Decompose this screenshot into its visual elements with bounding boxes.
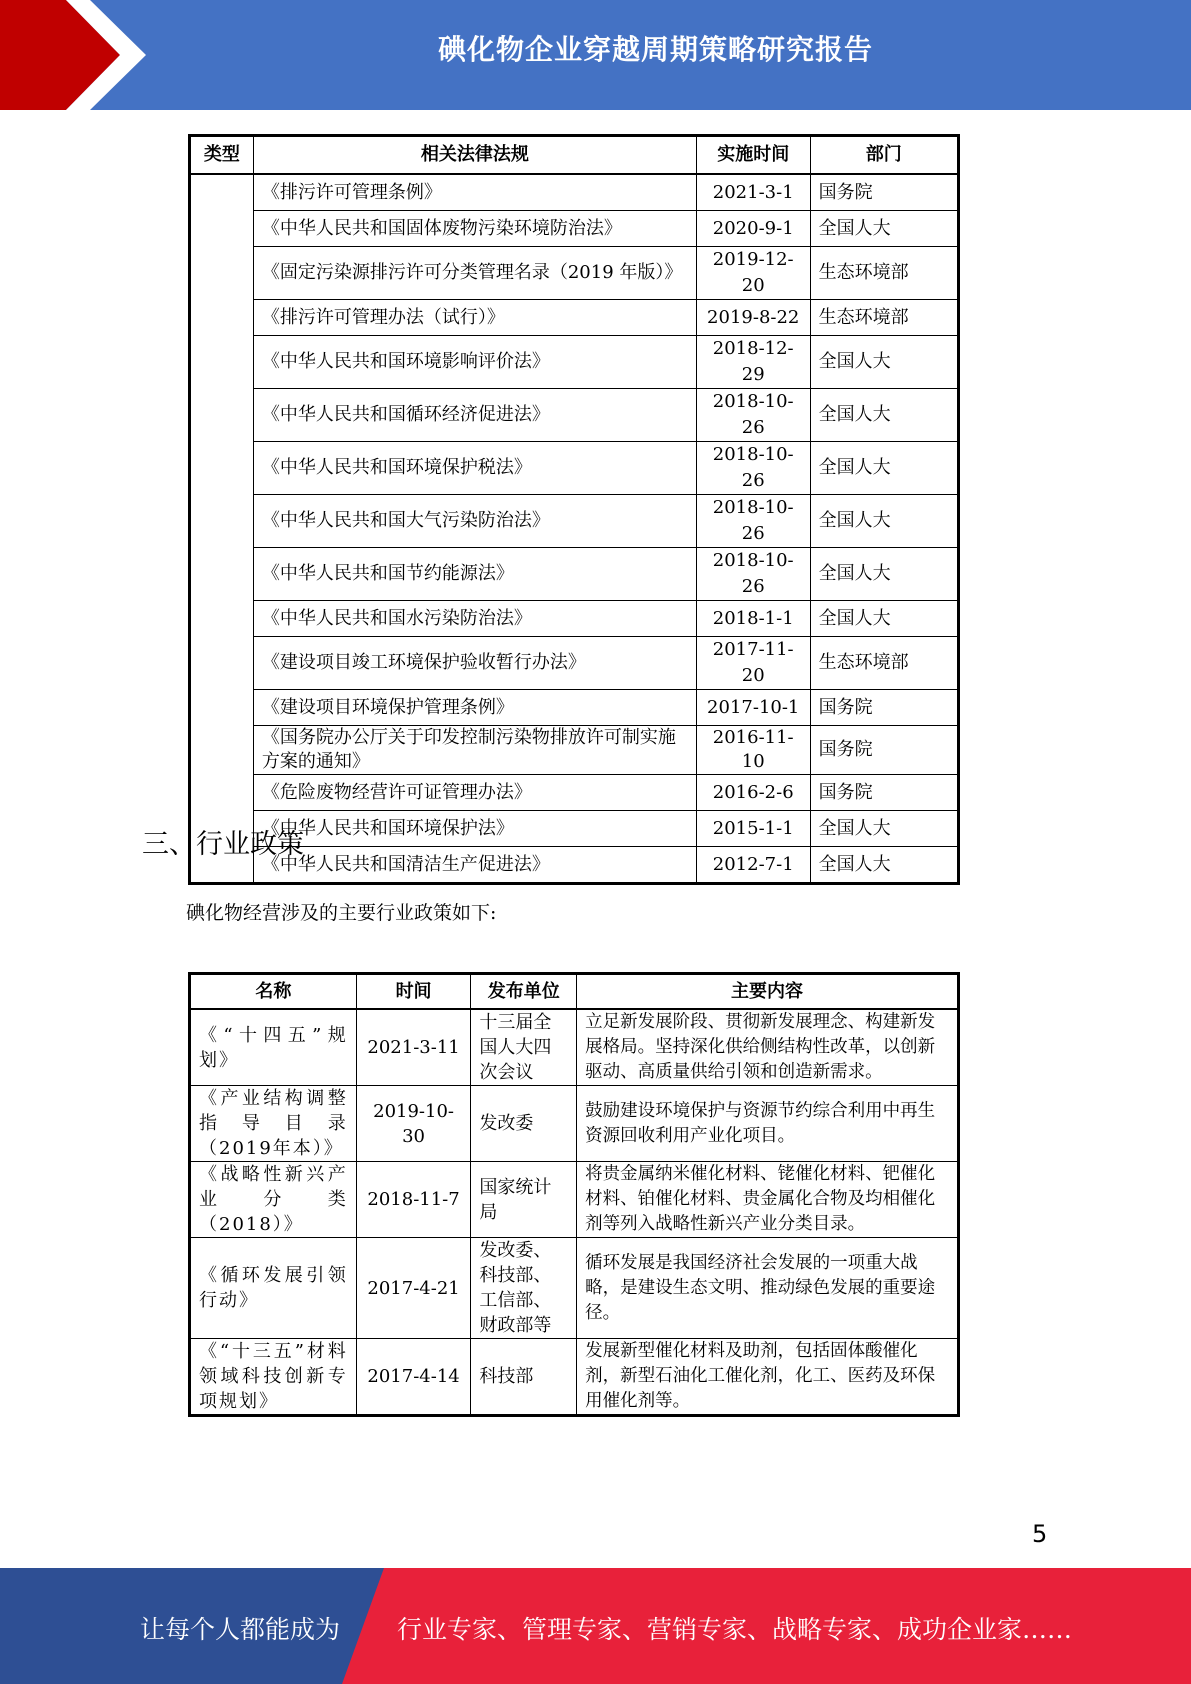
policy-name: 《产业结构调整指导目录（2019年本）》 bbox=[190, 1086, 357, 1162]
table-row bbox=[190, 1086, 959, 1162]
law-date: 2020-9-1 bbox=[696, 211, 810, 247]
law-dept: 国务院 bbox=[810, 174, 958, 211]
policy-org: 发改委 bbox=[471, 1086, 577, 1162]
policy-org: 国家统计局 bbox=[471, 1162, 577, 1238]
law-date: 2018-10-26 bbox=[696, 548, 810, 601]
table-row bbox=[190, 1009, 959, 1086]
table-row bbox=[190, 1162, 959, 1238]
law-date: 2012-7-1 bbox=[696, 847, 810, 884]
table-row bbox=[190, 726, 959, 775]
table-row bbox=[190, 389, 959, 442]
laws-type-cell bbox=[190, 174, 254, 884]
law-dept: 全国人大 bbox=[810, 847, 958, 884]
page-footer bbox=[0, 1568, 1191, 1684]
policy-header-content: 主要内容 bbox=[577, 974, 959, 1010]
report-title: 碘化物企业穿越周期策略研究报告 bbox=[437, 33, 873, 66]
law-dept: 全国人大 bbox=[810, 442, 958, 495]
law-name: 《中华人民共和国环境保护法》 bbox=[253, 811, 696, 847]
policy-content: 循环发展是我国经济社会发展的一项重大战略，是建设生态文明、推动绿色发展的重要途径。 bbox=[577, 1238, 959, 1339]
policy-date: 2021-3-11 bbox=[356, 1009, 471, 1086]
law-dept: 全国人大 bbox=[810, 495, 958, 548]
policy-date: 2017-4-14 bbox=[356, 1339, 471, 1416]
law-dept: 国务院 bbox=[810, 775, 958, 811]
table-row bbox=[190, 1238, 959, 1339]
law-date: 2018-1-1 bbox=[696, 601, 810, 637]
law-name: 《排污许可管理条例》 bbox=[253, 174, 696, 211]
policy-content: 发展新型催化材料及助剂，包括固体酸催化剂，新型石油化工催化剂，化工、医药及环保用催化剂等。 bbox=[577, 1339, 959, 1416]
law-date: 2019-8-22 bbox=[696, 300, 810, 336]
law-name: 《中华人民共和国节约能源法》 bbox=[253, 548, 696, 601]
law-dept: 生态环境部 bbox=[810, 247, 958, 300]
laws-table bbox=[188, 134, 960, 885]
law-name: 《危险废物经营许可证管理办法》 bbox=[253, 775, 696, 811]
policy-org: 发改委、科技部、工信部、财政部等 bbox=[471, 1238, 577, 1339]
table-row bbox=[190, 495, 959, 548]
policy-content: 立足新发展阶段、贯彻新发展理念、构建新发展格局。坚持深化供给侧结构性改革，以创新驱动、高质量供给引领和创造新需求。 bbox=[577, 1009, 959, 1086]
law-date: 2018-10-26 bbox=[696, 442, 810, 495]
policy-content: 将贵金属纳米催化材料、铑催化材料、钯催化材料、铂催化材料、贵金属化合物及均相催化剂等列入战略性新兴产业分类目录。 bbox=[577, 1162, 959, 1238]
law-name: 《中华人民共和国环境保护税法》 bbox=[253, 442, 696, 495]
law-date: 2021-3-1 bbox=[696, 174, 810, 211]
law-dept: 全国人大 bbox=[810, 811, 958, 847]
law-dept: 生态环境部 bbox=[810, 300, 958, 336]
law-name: 《中华人民共和国大气污染防治法》 bbox=[253, 495, 696, 548]
table-row bbox=[190, 300, 959, 336]
law-dept: 全国人大 bbox=[810, 211, 958, 247]
section-intro: 碘化物经营涉及的主要行业政策如下: bbox=[186, 902, 497, 924]
law-name: 《中华人民共和国环境影响评价法》 bbox=[253, 336, 696, 389]
law-date: 2016-11-10 bbox=[696, 726, 810, 775]
law-date: 2016-2-6 bbox=[696, 775, 810, 811]
law-dept: 全国人大 bbox=[810, 601, 958, 637]
law-dept: 生态环境部 bbox=[810, 637, 958, 690]
page-number: 5 bbox=[1032, 1520, 1048, 1548]
policy-date: 2018-11-7 bbox=[356, 1162, 471, 1238]
law-name: 《中华人民共和国循环经济促进法》 bbox=[253, 389, 696, 442]
table-row bbox=[190, 847, 959, 884]
law-name: 《固定污染源排污许可分类管理名录（2019 年版）》 bbox=[253, 247, 696, 300]
law-dept: 全国人大 bbox=[810, 389, 958, 442]
table-row bbox=[190, 601, 959, 637]
policy-header-row bbox=[190, 974, 959, 1010]
laws-header-dept: 部门 bbox=[810, 136, 958, 175]
section-heading: 三、行业政策 bbox=[142, 829, 304, 860]
law-name: 《中华人民共和国清洁生产促进法》 bbox=[253, 847, 696, 884]
policy-name: 《“十三五”材料领域科技创新专项规划》 bbox=[190, 1339, 357, 1416]
table-row bbox=[190, 775, 959, 811]
policy-header-name: 名称 bbox=[190, 974, 357, 1010]
laws-header-date: 实施时间 bbox=[696, 136, 810, 175]
policy-name: 《战略性新兴产业分类（2018）》 bbox=[190, 1162, 357, 1238]
policy-name: 《“十四五”规划》 bbox=[190, 1009, 357, 1086]
law-date: 2017-10-1 bbox=[696, 690, 810, 726]
table-row bbox=[190, 336, 959, 389]
policy-table bbox=[188, 972, 960, 1417]
table-row bbox=[190, 442, 959, 495]
law-date: 2015-1-1 bbox=[696, 811, 810, 847]
policy-org: 十三届全国人大四次会议 bbox=[471, 1009, 577, 1086]
table-row bbox=[190, 637, 959, 690]
law-date: 2017-11-20 bbox=[696, 637, 810, 690]
policy-org: 科技部 bbox=[471, 1339, 577, 1416]
law-name: 《国务院办公厅关于印发控制污染物排放许可制实施方案的通知》 bbox=[253, 726, 696, 775]
law-dept: 国务院 bbox=[810, 726, 958, 775]
law-date: 2018-10-26 bbox=[696, 389, 810, 442]
law-name: 《排污许可管理办法（试行）》 bbox=[253, 300, 696, 336]
table-row bbox=[190, 1339, 959, 1416]
law-name: 《建设项目环境保护管理条例》 bbox=[253, 690, 696, 726]
table-row bbox=[190, 174, 959, 211]
law-name: 《中华人民共和国水污染防治法》 bbox=[253, 601, 696, 637]
policy-content: 鼓励建设环境保护与资源节约综合利用中再生资源回收利用产业化项目。 bbox=[577, 1086, 959, 1162]
page-header bbox=[0, 0, 1191, 110]
policy-date: 2019-10-30 bbox=[356, 1086, 471, 1162]
table-row bbox=[190, 211, 959, 247]
policy-header-date: 时间 bbox=[356, 974, 471, 1010]
table-row bbox=[190, 548, 959, 601]
law-date: 2018-10-26 bbox=[696, 495, 810, 548]
law-dept: 全国人大 bbox=[810, 336, 958, 389]
laws-header-name: 相关法律法规 bbox=[253, 136, 696, 175]
table-row bbox=[190, 247, 959, 300]
footer-slogan-right: 行业专家、管理专家、营销专家、战略专家、成功企业家…… bbox=[397, 1615, 1073, 1644]
policy-date: 2017-4-21 bbox=[356, 1238, 471, 1339]
policy-header-org: 发布单位 bbox=[471, 974, 577, 1010]
law-name: 《中华人民共和国固体废物污染环境防治法》 bbox=[253, 211, 696, 247]
law-date: 2018-12-29 bbox=[696, 336, 810, 389]
laws-header-type: 类型 bbox=[190, 136, 254, 175]
table-row bbox=[190, 811, 959, 847]
law-date: 2019-12-20 bbox=[696, 247, 810, 300]
laws-header-row bbox=[190, 136, 959, 175]
law-name: 《建设项目竣工环境保护验收暂行办法》 bbox=[253, 637, 696, 690]
law-dept: 全国人大 bbox=[810, 548, 958, 601]
footer-slogan-left: 让每个人都能成为 bbox=[140, 1615, 341, 1644]
law-dept: 国务院 bbox=[810, 690, 958, 726]
table-row bbox=[190, 690, 959, 726]
policy-name: 《循环发展引领行动》 bbox=[190, 1238, 357, 1339]
